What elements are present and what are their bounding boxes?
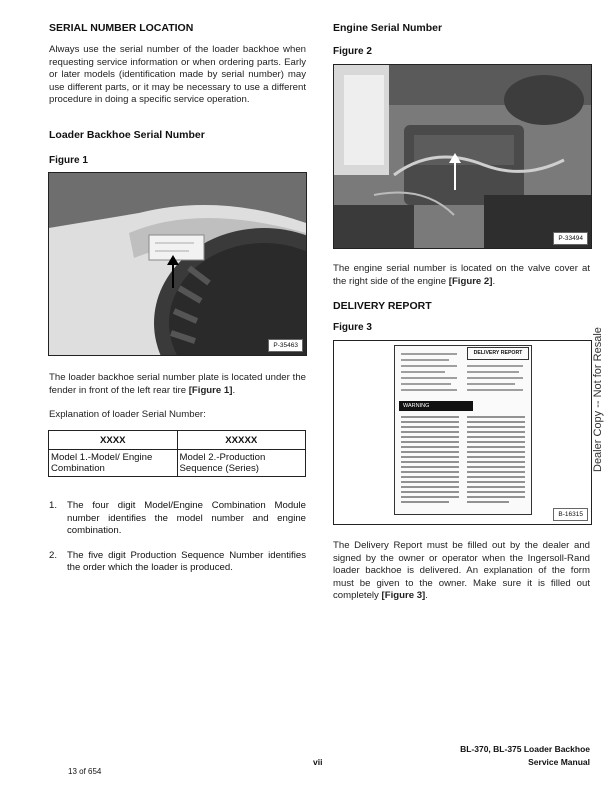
- engine-illustration: [334, 65, 591, 248]
- table-header: XXXXX: [177, 431, 306, 450]
- form-warning: WARNING: [399, 401, 473, 411]
- figure-3-frame: [333, 340, 592, 525]
- explanation-label: Explanation of loader Serial Number:: [49, 409, 206, 420]
- page-number-roman: vii: [313, 757, 323, 767]
- page-count: 13 of 654: [68, 767, 102, 776]
- table-header: XXXX: [49, 431, 178, 450]
- section-heading: SERIAL NUMBER LOCATION: [49, 22, 194, 34]
- list-item: 1. The four digit Model/Engine Combination Module number identifies the model number and engine combination.: [49, 500, 306, 537]
- form-title: DELIVERY REPORT: [467, 347, 529, 360]
- engine-serial-heading: Engine Serial Number: [333, 22, 443, 34]
- delivery-report-text: The Delivery Report must be filled out by the dealer and signed by the owner or operator when the Ingersoll-Rand loader backhoe is delivered. An explanation of the form must be given to the owner. Make sure it is filled out completely [Figure 3].: [333, 540, 590, 602]
- figure-1-caption: The loader backhoe serial number plate is located under the fender in front of the left rear tire [Figure 1].: [49, 372, 306, 396]
- intro-paragraph: Always use the serial number of the loader backhoe when requesting service information or when ordering parts. Early or later models (identification made by serial number) may use different parts, or it may be necessary to use a different procedure in doing a specific service operation.: [49, 44, 306, 106]
- table-cell: Model 1.-Model/ Engine Combination: [49, 450, 178, 477]
- figure-3-label: Figure 3: [333, 322, 372, 333]
- engine-serial-text: The engine serial number is located on the valve cover at the right side of the engine [Figure 2].: [333, 263, 590, 287]
- delivery-report-heading: DELIVERY REPORT: [333, 300, 432, 312]
- figure-1-photo: [48, 172, 307, 356]
- form-fields: [399, 350, 527, 398]
- serial-explanation-list: [49, 500, 306, 585]
- figure-2-code: P-33494: [553, 232, 588, 245]
- manual-title: BL-370, BL-375 Loader Backhoe Service Manual: [460, 744, 590, 767]
- serial-number-table: [48, 430, 306, 477]
- delivery-report-form: [394, 345, 532, 515]
- figure-2-photo: [333, 64, 592, 249]
- loader-fender-illustration: [49, 173, 306, 355]
- figure-1-code: P-35463: [268, 339, 303, 352]
- figure-1-label: Figure 1: [49, 155, 88, 166]
- table-cell: Model 2.-Production Sequence (Series): [177, 450, 306, 477]
- subheading: Loader Backhoe Serial Number: [49, 129, 205, 141]
- form-text-block: [399, 414, 527, 510]
- dealer-copy-watermark: Dealer Copy -- Not for Resale: [592, 327, 604, 472]
- figure-3-code: B-16315: [553, 508, 588, 521]
- figure-2-label: Figure 2: [333, 46, 372, 57]
- list-item: 2. The five digit Production Sequence Number identifies the order which the loader is produced.: [49, 549, 306, 574]
